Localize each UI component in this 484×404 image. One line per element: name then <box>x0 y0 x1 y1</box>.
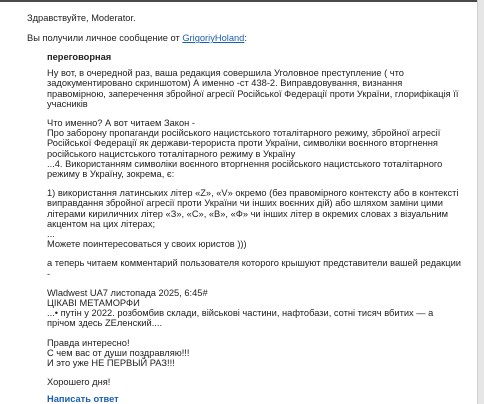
message-paragraph: а теперь читаем комментарий пользователя которого крышуют представители вашей редакции - <box>47 258 461 279</box>
scrollbar[interactable] <box>477 0 484 404</box>
message-paragraph: Правда интересно! С чем вас от души поздравляю!!! И это уже НЕ ПЕРВЫЙ РАЗ!!! <box>47 337 190 369</box>
message-paragraph: Что именно? А вот читаем Закон - Про заборону пропаганди російського нацистського тоталітарного режиму, збройної агресії Російської Федерації як держави-терориста проти України, символіки воєнного вторгнення російського нацистського тоталітарного режиму в Україну ...4. Використанням символіки воєнного вторгнення російського нацистського тоталітарного режиму в Україну, зокрема, є: <box>47 118 443 180</box>
reply-button[interactable]: Написать ответ <box>47 394 119 404</box>
notice-prefix: Вы получили личное сообщение от <box>27 33 183 43</box>
notice-line <box>27 33 247 43</box>
paragraph-gap <box>47 279 462 288</box>
sender-link[interactable]: GrigoriyHoland <box>182 33 245 43</box>
message-paragraph: Ну вот, в очередной раз, ваша редакция совершила Уголовное преступление ( что задокументировано скриншотом) А именно -ст 438-2. Виправдовування, визнання правомірною, заперечення збройної агресії Російської Федерації проти України, глорифікація її учасників <box>47 68 459 109</box>
paragraph-gap <box>47 249 462 258</box>
paragraph-gap <box>47 109 462 118</box>
message-paragraph: 1) використання латинських літер «Z», «V» окремо (без правомірного контексту або в контексті виправдання збройної агресії проти України чи інших воєнних дій) або шляхом заміни цими літерами кириличних літер «З», «С», «В», «Ф» чи інших літер в окремих словах з візуальним акцентом на цих літерах; ... Можете поинтересоваться у своих юристов ))) <box>47 188 459 250</box>
message-paragraph: Хорошего дня! <box>47 377 111 388</box>
paragraph-gap <box>47 329 462 338</box>
paragraph-gap <box>47 368 462 377</box>
message-body <box>47 52 462 387</box>
greeting: Здравствуйте, Moderator. <box>27 13 136 23</box>
message-paragraph: Wladwest UA7 листопада 2025, 6:45# ЦІКАВІ МЕТАМОРФИ ...• путін у 2022. розбомбив склади, військові частини, нафтобази, сотні тисяч вбитих — а прічом здесь ZEленский.... <box>47 287 434 329</box>
message-subject: переговорная <box>47 52 112 62</box>
paragraph-gap <box>47 179 462 188</box>
message-paragraphs <box>47 68 462 387</box>
top-bar <box>0 0 484 2</box>
notice-suffix: : <box>244 33 247 43</box>
